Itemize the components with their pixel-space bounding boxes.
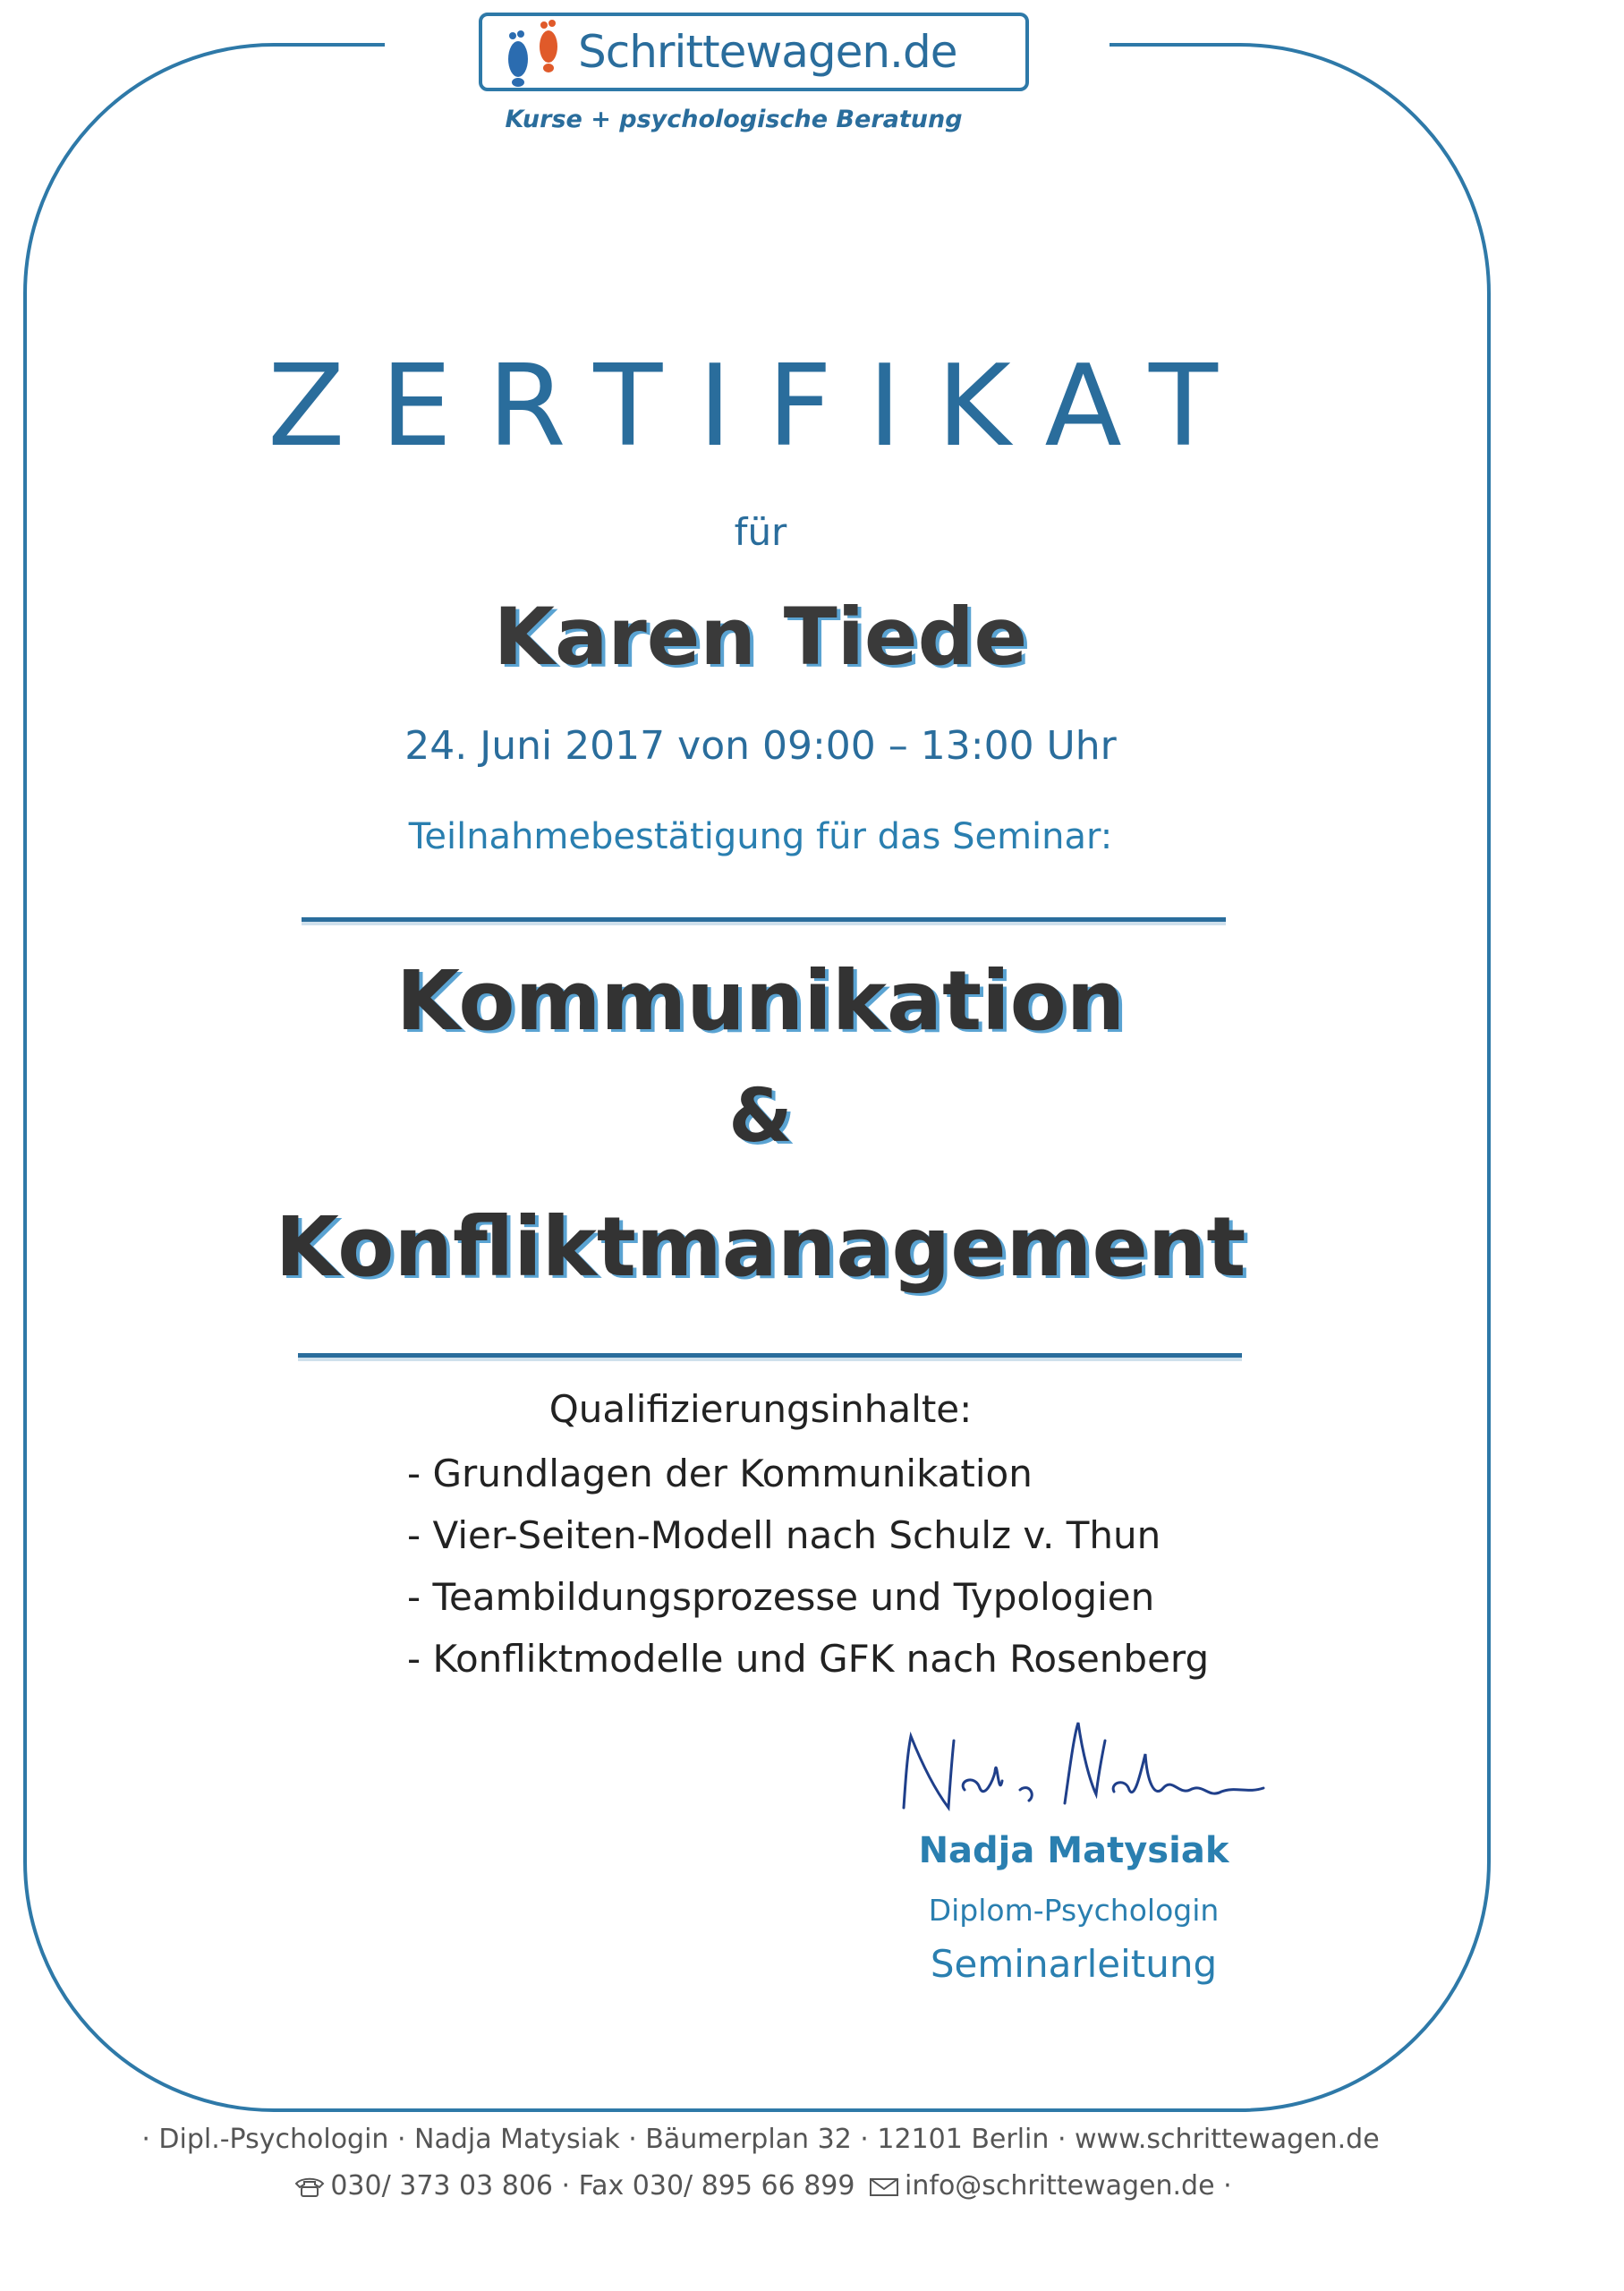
tagline: Kurse + psychologische Beratung — [505, 106, 963, 133]
recipient-name: Karen Tiede — [493, 591, 1028, 683]
phone-icon — [294, 2176, 325, 2198]
for-label: für — [734, 510, 787, 554]
logo — [479, 13, 1029, 91]
confirmation-text: Teilnahmebestätigung für das Seminar: — [408, 816, 1113, 857]
signer-title: Diplom-Psychologin — [928, 1893, 1220, 1928]
footprints-icon — [493, 16, 578, 88]
qualifications-list — [407, 1443, 1209, 1690]
qualifications-heading: Qualifizierungsinhalte: — [548, 1387, 973, 1431]
list-item: - Grundlagen der Kommunikation — [407, 1452, 1033, 1495]
divider-top — [302, 917, 1226, 922]
seminar-title-line1: Kommunikation — [395, 953, 1126, 1049]
handwritten-signature — [895, 1718, 1271, 1826]
divider-bottom — [298, 1353, 1242, 1358]
signer-name: Nadja Matysiak — [918, 1830, 1229, 1871]
seminar-title-ampersand: & — [728, 1074, 793, 1159]
seminar-title-line3: Konfliktmanagement — [275, 1199, 1246, 1295]
footer-address: · Dipl.-Psychologin · Nadja Matysiak · Bäumerplan 32 · 12101 Berlin · www.schrittewagen.de — [141, 2124, 1380, 2155]
seminar-date: 24. Juni 2017 von 09:00 – 13:00 Uhr — [404, 723, 1117, 769]
footer-contact — [0, 2170, 1521, 2202]
list-item: - Teambildungsprozesse und Typologien — [407, 1575, 1155, 1619]
footer-phone: 030/ 373 03 806 · Fax 030/ 895 66 899 — [330, 2170, 855, 2202]
envelope-icon — [869, 2176, 899, 2198]
logo-text: Schrittewagen.de — [578, 26, 957, 78]
footer-email: info@schrittewagen.de · — [905, 2170, 1232, 2202]
list-item: - Konfliktmodelle und GFK nach Rosenberg — [407, 1637, 1210, 1681]
list-item: - Vier-Seiten-Modell nach Schulz v. Thun — [407, 1513, 1161, 1557]
certificate-title: ZERTIFIKAT — [268, 340, 1254, 472]
signer-role: Seminarleitung — [930, 1942, 1218, 1986]
